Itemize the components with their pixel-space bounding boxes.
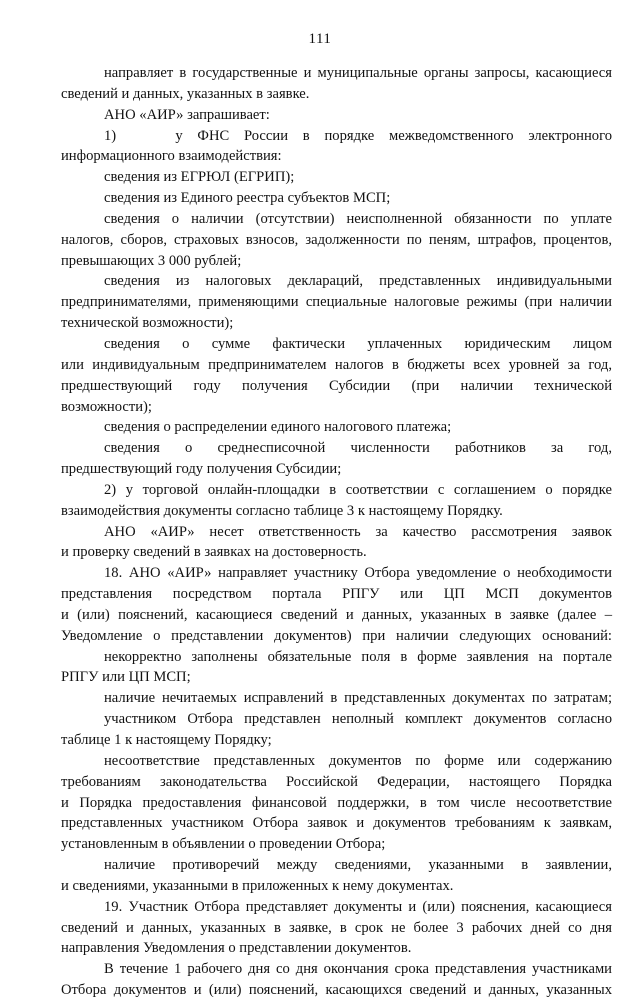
text-line: требованиям законодательства Российской Федерации, настоящего Порядка: [61, 773, 612, 790]
text-line: предшествующий году получения Субсидии (при наличии технической: [61, 377, 612, 394]
text-line: направления Уведомления о представлении документов.: [61, 940, 412, 957]
text-line: сведения о сумме фактически уплаченных юридическим лицом: [104, 335, 612, 352]
text-line: или индивидуальным предпринимателем налогов в бюджеты всех уровней за год,: [61, 356, 612, 373]
text-line: сведений и данных, указанных в заявке.: [61, 85, 310, 102]
text-line: 18. АНО «АИР» направляет участнику Отбора уведомление о необходимости: [104, 565, 612, 582]
text-line: налогов, сборов, страховых взносов, задолженности по пеням, штрафов, процентов,: [61, 231, 612, 248]
text-line: предшествующий году получения Субсидии;: [61, 461, 342, 478]
text-line: возможности);: [61, 398, 152, 415]
text-line: 2) у торговой онлайн-площадки в соответствии с соглашением о порядке: [104, 481, 612, 498]
text-line: наличие нечитаемых исправлений в представленных документах по затратам;: [104, 690, 612, 707]
text-line: АНО «АИР» несет ответственность за качество рассмотрения заявок: [104, 523, 612, 540]
text-line: представленных участником Отбора заявок и документов требованиям к заявкам,: [61, 815, 612, 832]
text-line: несоответствие представленных документов по форме или содержанию: [104, 752, 612, 769]
text-line: сведения из налоговых деклараций, представленных индивидуальными: [104, 273, 612, 290]
text-line: превышающих 3 000 рублей;: [61, 252, 242, 269]
text-line: сведений и данных, указанных в заявке, в срок не более 3 рабочих дней со дня: [61, 919, 612, 936]
text-line: сведения о среднесписочной численности работников за год,: [104, 440, 612, 457]
text-line: 19. Участник Отбора представляет документы и (или) пояснения, касающиеся: [104, 898, 612, 915]
document-body: [61, 63, 612, 1001]
text-line: представления посредством портала РПГУ или ЦП МСП документов: [61, 586, 612, 603]
text-line: Отбора документов и (или) пояснений, касающихся сведений и данных, указанных: [61, 982, 612, 999]
text-line: некорректно заполнены обязательные поля в форме заявления на портале: [104, 648, 612, 665]
text-line: и сведениями, указанными в приложенных к нему документах.: [61, 877, 454, 894]
text-line: Уведомление о представлении документов) при наличии следующих оснований:: [61, 627, 612, 644]
page-number: 111: [308, 31, 332, 47]
text-line: предпринимателями, применяющими специальные налоговые режимы (при наличии: [61, 294, 612, 311]
text-line: В течение 1 рабочего дня со дня окончания срока представления участниками: [104, 961, 612, 978]
text-line: участником Отбора представлен неполный комплект документов согласно: [104, 711, 612, 728]
text-line: наличие противоречий между сведениями, указанными в заявлении,: [104, 857, 612, 874]
text-line: взаимодействия документы согласно таблице 3 к настоящему Порядку.: [61, 502, 503, 519]
text-line: информационного взаимодействия:: [61, 148, 282, 165]
text-line: установленным в объявлении о проведении Отбора;: [61, 836, 386, 853]
text-line: сведения из Единого реестра субъектов МСП;: [104, 190, 391, 207]
text-line: сведения о наличии (отсутствии) неисполненной обязанности по уплате: [104, 210, 612, 227]
text-line: и Порядка предоставления финансовой поддержки, в том числе несоответствие: [61, 794, 612, 811]
text-line: АНО «АИР» запрашивает:: [104, 106, 270, 123]
text-line: сведения о распределении единого налогового платежа;: [104, 419, 452, 436]
text-line: и проверку сведений в заявках на достоверность.: [61, 544, 367, 561]
text-line: и (или) пояснений, касающиеся сведений и данных, указанных в заявке (далее –: [61, 606, 612, 623]
text-line: сведения из ЕГРЮЛ (ЕГРИП);: [104, 169, 295, 186]
text-line: технической возможности);: [61, 315, 234, 332]
text-line: направляет в государственные и муниципальные органы запросы, касающиеся: [104, 65, 612, 81]
text-line: РПГУ или ЦП МСП;: [61, 669, 191, 686]
text-line: таблице 1 к настоящему Порядку;: [61, 732, 272, 748]
text-line: 1) у ФНС России в порядке межведомственного электронного: [104, 127, 612, 144]
